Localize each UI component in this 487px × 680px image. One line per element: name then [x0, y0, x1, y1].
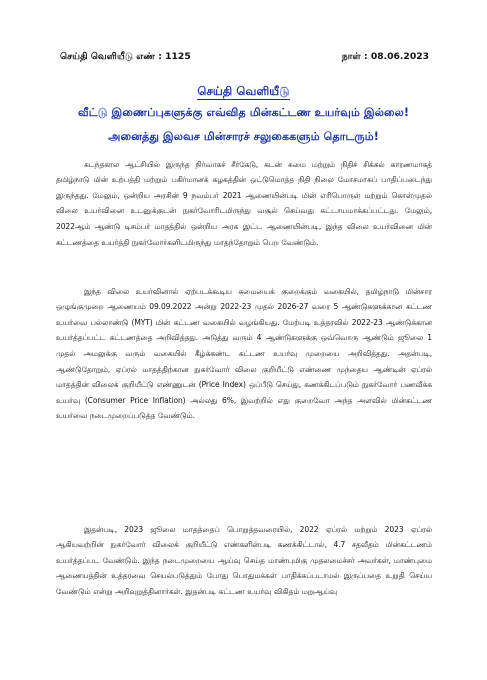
release-date: நாள் : 08.06.2023	[341, 51, 429, 62]
headline-2: அனைத்து இலவச மின்சாரச் சலுகைகளும் தொடரும்!	[108, 130, 379, 143]
document-title: செய்தி வெளியீடு	[197, 84, 290, 98]
release-number: செய்தி வெளியீடு எண் : 1125	[60, 51, 191, 62]
paragraph-1: கடந்தகால ஆட்சியில் இருந்த நிர்வாகச் சீர்கேடு, கடன் சுமை மற்றும் நிதிச் சிக்கல் காரணமாகத் தமிழ்நாடு மின் உற்பத்தி மற்றும் பகிர்மானக் கழகத்தின் ஒட்டுமொத்த நிதி நிலை மோசமாகப் பாதிப்படைந்து இருந்தது. மேலும், ஒன்றிய அரசின் 9 நவம்பர் 2021 ஆணையின்படி மின் எரிபொருள் மற்றும் கொள்முதல் விலை உயர்வினை உடனுக்குடன் நுகர்வோரிடமிருந்து வசூல் செய்வது கட்டாயமாக்கப்பட்டது. மேலும், 2022ஆம் ஆண்டு டிசம்பர் மாதத்தில் ஒன்றிய அரசு இட்ட ஆணையின்படி, இந்த விலை உயர்வினை மின் கட்டணத்தை உயர்த்தி நுகர்வோர்களிடமிருந்து மாதந்தோறும் பெற வேண்டும்.	[56, 159, 432, 247]
title-block	[0, 80, 487, 148]
headline-1: வீட்டு இணைப்புகளுக்கு எவ்வித மின்கட்டண உயர்வும் இல்லை!	[78, 106, 409, 119]
release-meta-row	[60, 51, 429, 65]
paragraph-2: இந்த விலை உயர்வினால் ஏற்படக்கூடிய சுமையைக் குறைக்கும் வகையில், தமிழ்நாடு மின்சார ஒழுங்குமுறை ஆணையம் 09.09.2022 அன்று 2022-23 முதல் 2026-27 வரை 5 ஆண்டுகளுக்கான கட்டண உயர்வை பல்லாண்டு (MYT) மின் கட்டண வகையில் வழங்கியது. மேற்படி உத்தரவில் 2022-23 ஆண்டுக்கான உயர்த்தப்பட்ட கட்டணத்தை அறிவித்தது. அடுத்து வரும் 4 ஆண்டுகளுக்கு ஒவ்வொரு ஆண்டும் ஜூலை 1 முதல் அமலுக்கு வரும் வகையில் கீழ்க்கண்ட கட்டண உயர்வு முறையை அறிவித்தது. அதன்படி, ஆண்டுதோறும், ஏப்ரல் மாதத்திற்கான நுகர்வோர் விலை குறியீட்டு எண்ணை முந்தைய ஆண்டின் ஏப்ரல் மாதத்தின் விலைக் குறியீட்டு எண்ணுடன் (Price Index) ஒப்பீடு செய்து, கணக்கிடப்படும் நுகர்வோர் பணவீக்க உயர்வு (Consumer Price Inflation) அல்லது 6%, இவற்றில் எது குறைவோ அந்த அளவில் மின்கட்டண உயர்வை நடைமுறைப்படுத்த வேண்டும்.	[56, 286, 432, 421]
paragraph-3: இதன்படி, 2023 ஜூலை மாதத்தைப் பொறுத்தவரையில், 2022 ஏப்ரல் மற்றும் 2023 ஏப்ரல் ஆகியவற்றின் நுகர்வோர் விலைக் குறியீட்டு எண்களின்படி கணக்கிட்டால், 4.7 சதவீதம் மின்கட்டணம் உயர்த்தப்பட வேண்டும். இந்த நடைமுறையை ஆய்வு செய்த மாண்புமிகு முதலமைச்சர் அவர்கள், மாண்புமை ஆணையத்தின் உத்தரவை செயல்படுத்தும் போது பொதுமக்கள் பாதிக்கப்படாமல் இருப்பதை உறுதி செய்ய வேண்டும் என்று அறிவுறுத்தினார்கள். இதன்படி கட்டண உயர்வு விகிதம் மறுஆய்வு	[56, 524, 432, 596]
